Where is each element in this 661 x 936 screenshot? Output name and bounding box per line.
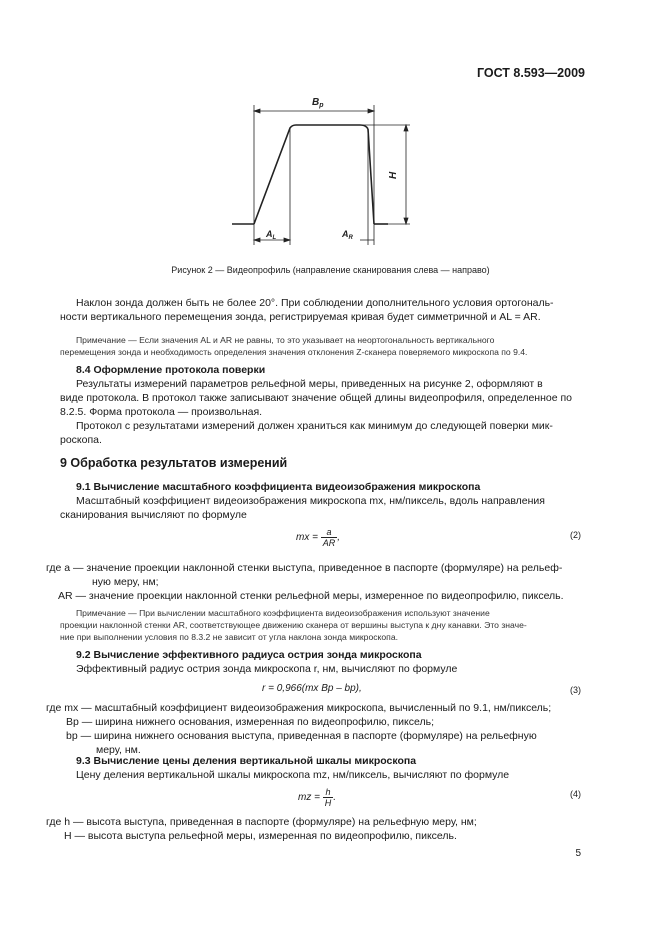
page-number: 5 (575, 848, 581, 859)
formula-3: r = 0,966(mx Bp – bp), (262, 683, 362, 694)
note-2: Примечание — При вычислении масштабного коэффициента видеоизображения используют значение проекции наклонной стенки AR, соответствующее движению сканера от вершины выступа к дну канавки. Это значе- ние при выполнении условия по 8.3.2 не зависит от угла наклона зонда микроскопа. (60, 608, 527, 642)
formula-4-number: (4) (570, 789, 581, 799)
profile-right-slope (368, 129, 374, 224)
section-9-1-paragraph: Масштабный коэффициент видеоизображения микроскопа mx, нм/пиксель, вдоль направления сканирования вычисляют по формуле (60, 495, 545, 521)
section-9-3-paragraph: Цену деления вертикальной шкалы микроскопа mz, нм/пиксель, вычисляют по формуле (76, 769, 510, 781)
section-8-4-title: 8.4 Оформление протокола поверки (76, 364, 266, 376)
definition-Bp: Bp — ширина нижнего основания, измеренная по видеопрофилю, пиксель; (66, 716, 434, 728)
label-al: $A_L$ (266, 229, 277, 241)
section-9-3-title: 9.3 Вычисление цены деления вертикальной шкалы микроскопа (76, 755, 417, 767)
section-8-4-paragraph-2: Протокол с результатами измерений должен храниться как минимум до следующей поверки мик- роскопа. (60, 420, 553, 446)
definition-a-cont: ную меру, нм; (92, 576, 159, 588)
section-9-2-title: 9.2 Вычисление эффективного радиуса острия зонда микроскопа (76, 649, 422, 661)
note-1: Примечание — Если значения AL и AR не равны, то это указывает на неортогональность вертикального перемещения зонда и необходимость определения значения отклонения Z-сканера поверяемого микроскопа по 9.4. (60, 335, 528, 357)
definition-a: где a — значение проекции наклонной стенки выступа, приведенное в паспорте (формуляре) на рельеф- (46, 562, 563, 574)
profile-top (296, 125, 368, 129)
formula-2: mx = $\frac{a}{AR}$ , (296, 527, 341, 548)
figure-caption: Рисунок 2 — Видеопрофиль (направление сканирования слева — направо) (171, 265, 490, 275)
section-9-2-paragraph: Эффективный радиус острия зонда микроскопа r, нм, вычисляют по формуле (76, 663, 458, 675)
formula-4: mz = $\frac{h}{H}$ . (298, 787, 337, 808)
video-profile-figure (232, 95, 432, 255)
definition-H: H — высота выступа рельефной меры, измеренная по видеопрофилю, пиксель. (64, 830, 457, 842)
section-9-title: 9 Обработка результатов измерений (60, 456, 288, 470)
label-ar: $A_R$ (342, 229, 353, 241)
section-8-4-paragraph-1: Результаты измерений параметров рельефной меры, приведенных на рисунке 2, оформляют в виде протокола. В протокол также записывают значение общей длины видеопрофиля, определенное по 8.2.5. Форма протокола — произвольная. (60, 378, 573, 418)
definition-mx: где mx — масштабный коэффициент видеоизображения микроскопа, вычисленный по 9.1, нм/пиксель; (46, 702, 552, 714)
definition-bp-cont: меру, нм. (96, 744, 141, 756)
paragraph-1: Наклон зонда должен быть не более 20°. При соблюдении дополнительного условия ортогональ- ности вертикального перемещения зонда, регистрируемая кривая будет симметричной и AL = AR. (60, 297, 554, 323)
definition-h: где h — высота выступа, приведенная в паспорте (формуляре) на рельефную меру, нм; (46, 816, 477, 828)
label-bp: $B_p$ (312, 97, 324, 109)
definition-ar: AR — значение проекции наклонной стенки рельефной меры, измеренное по видеопрофилю, пиксель. (58, 590, 564, 602)
doc-id: ГОСТ 8.593—2009 (476, 66, 585, 80)
label-h: H (388, 171, 399, 179)
definition-bp: bp — ширина нижнего основания выступа, приведенная в паспорте (формуляре) на рельефную (66, 730, 537, 742)
section-9-1-title: 9.1 Вычисление масштабного коэффициента видеоизображения микроскопа (76, 481, 481, 493)
formula-3-number: (3) (570, 685, 581, 695)
formula-2-number: (2) (570, 530, 581, 540)
